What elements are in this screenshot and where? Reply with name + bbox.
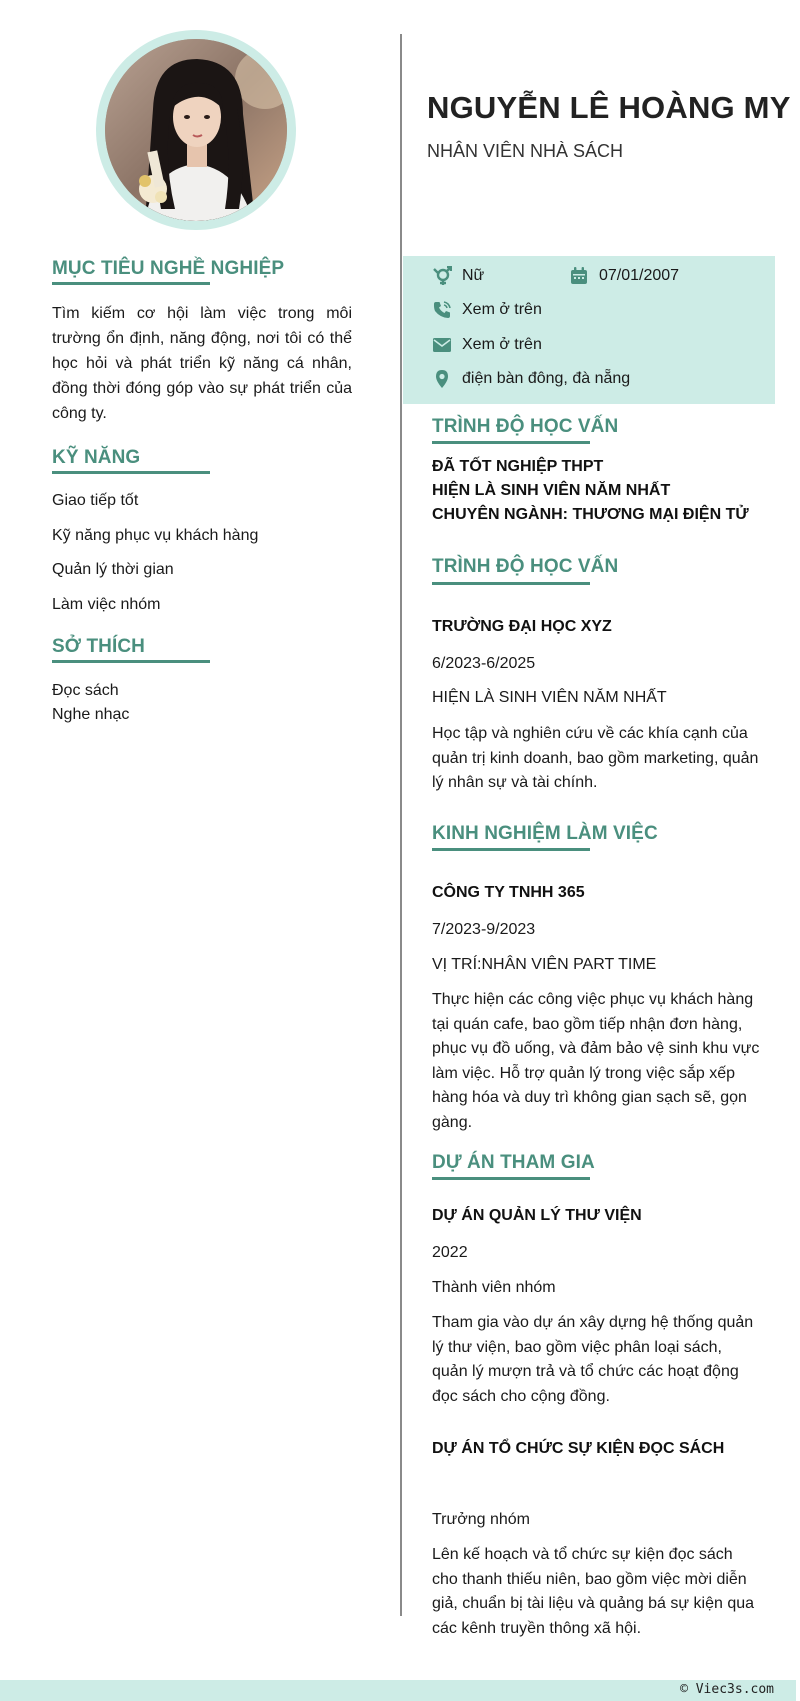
gender-icon [432, 266, 452, 286]
education-status: HIỆN LÀ SINH VIÊN NĂM NHẤT [432, 689, 667, 706]
column-divider [400, 34, 402, 1616]
project-role: Trưởng nhóm [432, 1511, 530, 1528]
experience-position: VỊ TRÍ:NHÂN VIÊN PART TIME [432, 956, 657, 973]
birthday-value: 07/01/2007 [599, 267, 680, 284]
skill-item: Quản lý thời gian [52, 561, 174, 578]
address-value: điện bàn đông, đà nẵng [462, 370, 631, 387]
experience-period: 7/2023-9/2023 [432, 921, 536, 938]
objective-underline [52, 282, 210, 285]
gender-value: Nữ [462, 267, 485, 284]
education-summary-line: HIỆN LÀ SINH VIÊN NĂM NHẤT [432, 482, 671, 499]
education-summary-underline [432, 441, 590, 444]
full-name: NGUYỄN LÊ HOÀNG MY [427, 90, 791, 125]
experience-underline [432, 848, 590, 851]
hobbies-underline [52, 660, 210, 663]
project-role: Thành viên nhóm [432, 1279, 556, 1296]
project-name: DỰ ÁN QUẢN LÝ THƯ VIỆN [432, 1207, 642, 1224]
education-summary-line: ĐÃ TỐT NGHIỆP THPT [432, 458, 604, 475]
skills-underline [52, 471, 210, 474]
footer-bar [0, 1680, 796, 1701]
footer-watermark: © Viec3s.com [680, 1682, 774, 1697]
phone-icon [432, 300, 452, 320]
project-name: DỰ ÁN TỔ CHỨC SỰ KIỆN ĐỌC SÁCH [432, 1440, 725, 1457]
project-description: Lên kế hoạch và tổ chức sự kiện đọc sách cho thanh thiếu niên, bao gồm việc mời diễn giả, chuẩn bị tài liệu và quảng bá sự kiện qua các kênh truyền thông xã hội. [432, 1546, 755, 1637]
job-role: NHÂN VIÊN NHÀ SÁCH [427, 141, 624, 161]
email-icon [432, 335, 452, 355]
phone-value: Xem ở trên [462, 301, 542, 318]
hobbies-title: SỞ THÍCH [52, 636, 146, 657]
experience-description: Thực hiện các công việc phục vụ khách hàng tại quán cafe, bao gồm tiếp nhận đơn hàng, phục vụ đồ uống, và đảm bảo vệ sinh khu vực làm việc. Hỗ trợ quản lý trong việc sắp xếp hàng hóa và duy trì không gian sạch sẽ, gọn gàng. [432, 991, 760, 1131]
skills-title: KỸ NĂNG [52, 447, 141, 468]
objective-title: MỤC TIÊU NGHỀ NGHIỆP [52, 258, 285, 279]
objective-text: Tìm kiếm cơ hội làm việc trong môi trường ổn định, năng động, nơi tôi có thể học hỏi và phát triển kỹ năng cá nhân, đồng thời đóng góp vào sự phát triển của công ty. [52, 305, 352, 422]
education-description: Học tập và nghiên cứu về các khía cạnh của quản trị kinh doanh, bao gồm marketing, quản lý nhân sự và tài chính. [432, 725, 759, 791]
education-summary-line: CHUYÊN NGÀNH: THƯƠNG MẠI ĐIỆN TỬ [432, 506, 749, 523]
education-period: 6/2023-6/2025 [432, 655, 536, 672]
email-value: Xem ở trên [462, 336, 542, 353]
experience-title: KINH NGHIỆM LÀM VIỆC [432, 823, 658, 844]
experience-company: CÔNG TY TNHH 365 [432, 884, 585, 901]
projects-underline [432, 1177, 590, 1180]
skill-item: Kỹ năng phục vụ khách hàng [52, 527, 259, 544]
hobby-item: Nghe nhạc [52, 706, 130, 723]
education-summary-title: TRÌNH ĐỘ HỌC VẤN [432, 416, 619, 437]
skill-item: Giao tiếp tốt [52, 492, 139, 509]
projects-title: DỰ ÁN THAM GIA [432, 1152, 595, 1173]
location-pin-icon [432, 369, 452, 389]
education-school: TRƯỜNG ĐẠI HỌC XYZ [432, 618, 612, 635]
avatar-ring [96, 30, 296, 230]
avatar-photo [105, 39, 287, 221]
skill-item: Làm việc nhóm [52, 596, 161, 613]
project-description: Tham gia vào dự án xây dựng hệ thống quản lý thư viện, bao gồm việc phân loại sách, quản lý mượn trả và tổ chức các hoạt động đọc sách cho cộng đồng. [432, 1314, 754, 1405]
calendar-icon [569, 266, 589, 286]
contact-panel [403, 256, 775, 404]
education-title: TRÌNH ĐỘ HỌC VẤN [432, 556, 619, 577]
education-underline [432, 582, 590, 585]
hobby-item: Đọc sách [52, 682, 119, 699]
avatar [105, 39, 287, 221]
project-year: 2022 [432, 1244, 468, 1261]
